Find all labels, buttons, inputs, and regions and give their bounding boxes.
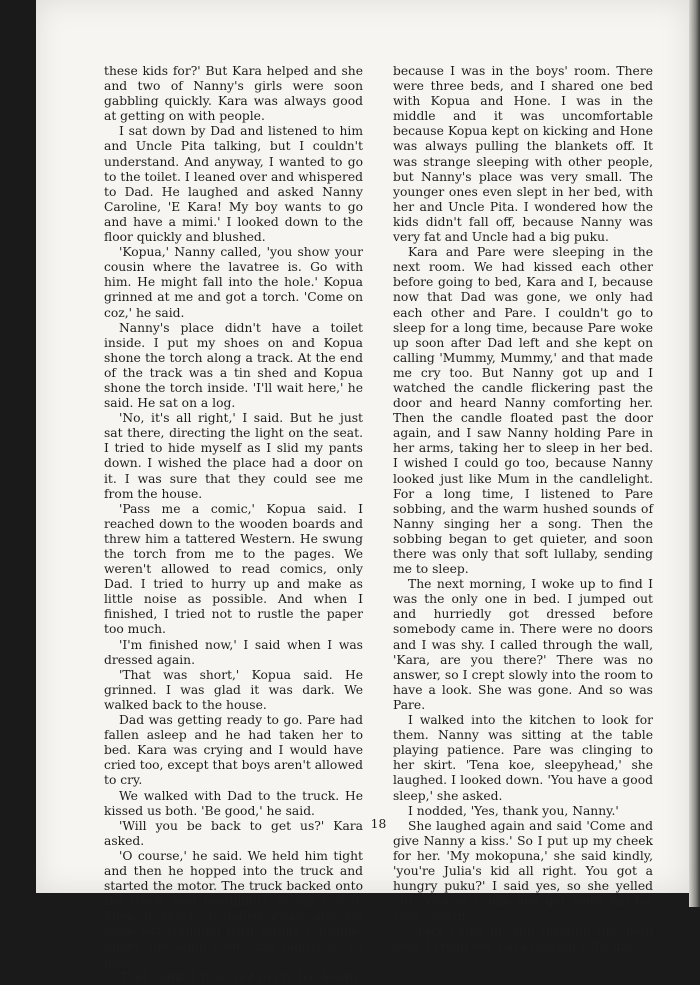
paragraph: That night, I tried not to cry too loudly, <box>119 969 363 984</box>
paragraph: I walked into the kitchen to look for them. Nanny was sitting at the table playing patience. Pare was clinging to her skirt. 'Tena koe, sleepyhead,' she laughed. I looked down. 'You have a good sleep,' she asked. <box>393 713 653 803</box>
paragraph: 'Kopua,' Nanny called, 'you show your cousin where the lavatree is. Go with him. He might fall into the hole.' Kopua grinned at me and got a torch. 'Come on coz,' he said. <box>104 245 363 320</box>
paragraph: 'That was short,' Kopua said. He grinned. I was glad it was dark. We walked back to the house. <box>104 667 363 712</box>
paragraph: The next morning, I woke up to find I was the only one in bed. I jumped out and hurriedly got dressed before somebody came in. There were no doors and I was shy. I called through the wall, 'Kara, are you there?' There was no answer, so I crept slowly into the room to have a look. She was gone. And so was Pare. <box>393 577 653 712</box>
page-edge-shadow <box>689 0 700 907</box>
paragraph: 'Pass me a comic,' Kopua said. I reached down to the wooden boards and threw him a tattered Western. He swung the torch from me to the pages. We weren't allowed to read comics, only Dad. I tried to hurry up and make as little noise as possible. And when I finished, I tried not to rustle the paper too much. <box>104 501 363 637</box>
paragraph: because I was in the boys' room. There were three beds, and I shared one bed with Kopua and Hone. I was in the middle and it was uncomfortable because Kopua kept on kicking and Hone was always pulling the blankets off. It was strange sleeping with other people, but Nanny's place was very small. The younger ones even slept in her bed, with her and Uncle Pita. I wondered how the kids didn't fall off, because Nanny was very fat and Uncle had a big puku. <box>393 64 653 245</box>
paragraph: I sat down by Dad and listened to him and Uncle Pita talking, but I couldn't understand. And anyway, I wanted to go to the toilet. I leaned over and whispered to Dad. He laughed and asked Nanny Caroline, 'E Kara! My boy wants to go and have a mimi.' I looked down to the floor quickly and blushed. <box>104 124 363 245</box>
paragraph: 'I'm finished now,' I said when I was dressed again. <box>104 637 363 667</box>
paragraph: Grace came in, and through the open door I could see Kara playing with the <box>393 924 653 954</box>
paragraph: Nanny's place didn't have a toilet inside. I put my shoes on and Kopua shone the torch along a track. At the end of the track was a tin shed and Kopua shone the torch inside. 'I'll wait here,' he said. He sat on a log. <box>104 320 363 411</box>
paragraph: We walked with Dad to the truck. He kissed us both. 'Be good,' he said. <box>104 788 363 818</box>
paragraph: 'O course,' he said. We held him tight and then he hopped into the truck and started the motor. The truck backed onto the track, and headlights swung round. Then it slowly trundled away, and we were left standing with Nanny Caroline, under the lamp collecting moths to its glow. <box>104 848 363 969</box>
paragraph: Kara and Pare were sleeping in the next room. We had kissed each other before going to bed, Kara and I, because now that Dad was gone, we only had each other and Pare. I couldn't go to sleep for a long time, because Pare woke up soon after Dad left and she kept on calling 'Mummy, Mummy,' and that made me cry too. But Nanny got up and I watched the candle flickering past the door and heard Nanny comforting her. Then the candle floated past the door again, and I saw Nanny holding Pare in her arms, taking her to sleep in her bed. I wished I could go too, because Nanny looked just like Mum in the candlelight. For a long time, I listened to Pare sobbing, and the warm hushed sounds of Nanny singing her a song. Then the sobbing began to get quieter, and soon there was only that soft lullaby, sending me to sleep. <box>393 245 653 577</box>
paragraph: Dad was getting ready to go. Pare had fallen asleep and he had taken her to bed. Kara was crying and I would have cried too, except that boys aren't allowed to cry. <box>104 713 363 788</box>
page-number: 18 <box>370 817 387 831</box>
paragraph: I nodded, 'Yes, thank you, Nanny.' <box>408 803 619 818</box>
paragraph: these kids for?' But Kara helped and she and two of Nanny's girls were soon gabbling quickly. Kara was always good at getting on with people. <box>104 64 363 124</box>
paragraph: She laughed again and said 'Come and give Nanny a kiss.' So I put up my cheek for her. 'My mokopuna,' she said kindly, 'you're Julia's kid all right. You got a hungry puku?' I said yes, so she yelled out, 'Grace! Come and get some kai for your cousin.' <box>393 818 653 924</box>
paragraph: 'No, it's all right,' I said. But he just sat there, directing the light on the seat. I tried to hide myself as I slid my pants down. I wished the place had a door on it. I was sure that they could see me from the house. <box>104 411 363 501</box>
paragraph: 'Will you be back to get us?' Kara asked. <box>104 818 363 848</box>
left-text-column <box>104 64 363 985</box>
